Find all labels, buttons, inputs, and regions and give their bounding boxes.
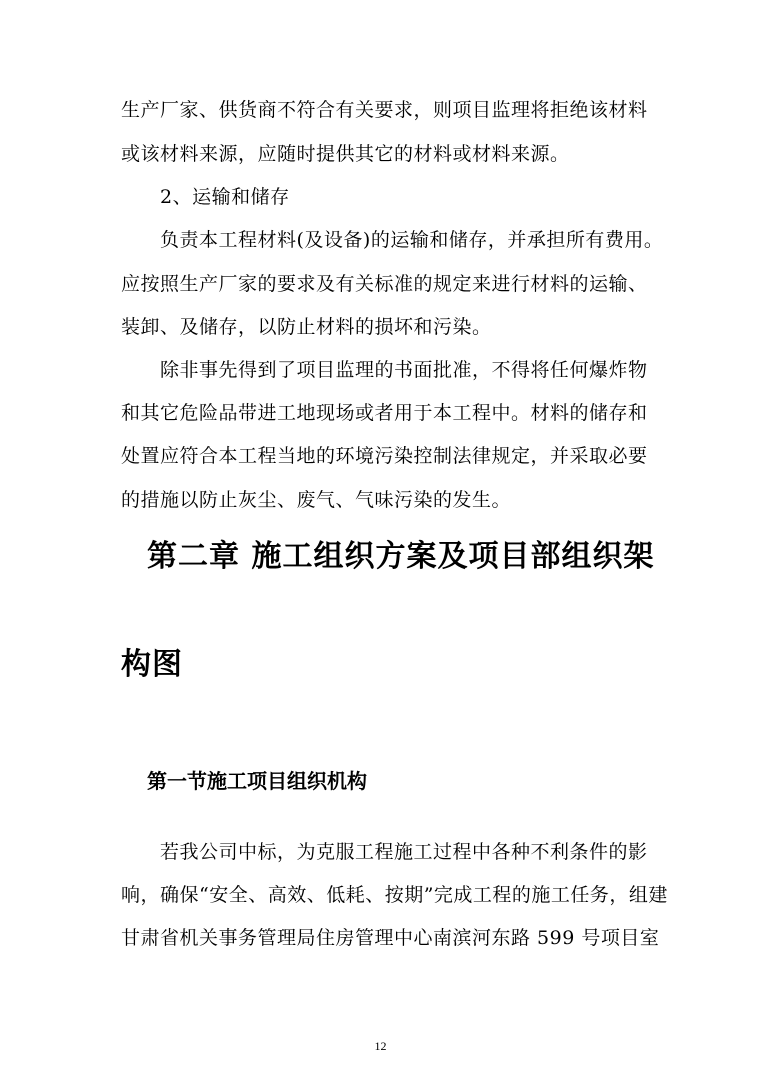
paragraph-line: 若我公司中标，为克服工程施工过程中各种不利条件的影	[160, 841, 648, 863]
paragraph-line: 响，确保“安全、高效、低耗、按期”完成工程的施工任务，组建	[121, 884, 668, 906]
section-title: 第一节施工项目组织机构	[147, 769, 367, 793]
chapter-title-continuation: 构图	[121, 647, 183, 682]
paragraph-line: 应按照生产厂家的要求及有关标准的规定来进行材料的运输、	[121, 273, 648, 295]
page-number: 12	[374, 1039, 387, 1053]
paragraph-line: 生产厂家、供货商不符合有关要求，则项目监理将拒绝该材料	[121, 99, 648, 121]
chapter-title: 第二章 施工组织方案及项目部组织架	[147, 539, 655, 574]
paragraph-line: 和其它危险品带进工地现场或者用于本工程中。材料的储存和	[121, 402, 648, 424]
paragraph-line: 甘肃省机关事务管理局住房管理中心南滨河东路 599 号项目室	[121, 927, 660, 949]
paragraph-line: 或该材料来源，应随时提供其它的材料或材料来源。	[121, 143, 570, 165]
list-item-heading: 2、运输和储存	[160, 186, 290, 208]
paragraph-line: 处置应符合本工程当地的环境污染控制法律规定，并采取必要	[121, 445, 648, 467]
paragraph-line: 的措施以防止灰尘、废气、气味污染的发生。	[121, 489, 512, 511]
paragraph-line: 负责本工程材料(及设备)的运输和储存，并承担所有费用。	[160, 229, 664, 251]
paragraph-line: 除非事先得到了项目监理的书面批准，不得将任何爆炸物	[160, 359, 648, 381]
paragraph-line: 装卸、及储存，以防止材料的损坏和污染。	[121, 316, 492, 338]
